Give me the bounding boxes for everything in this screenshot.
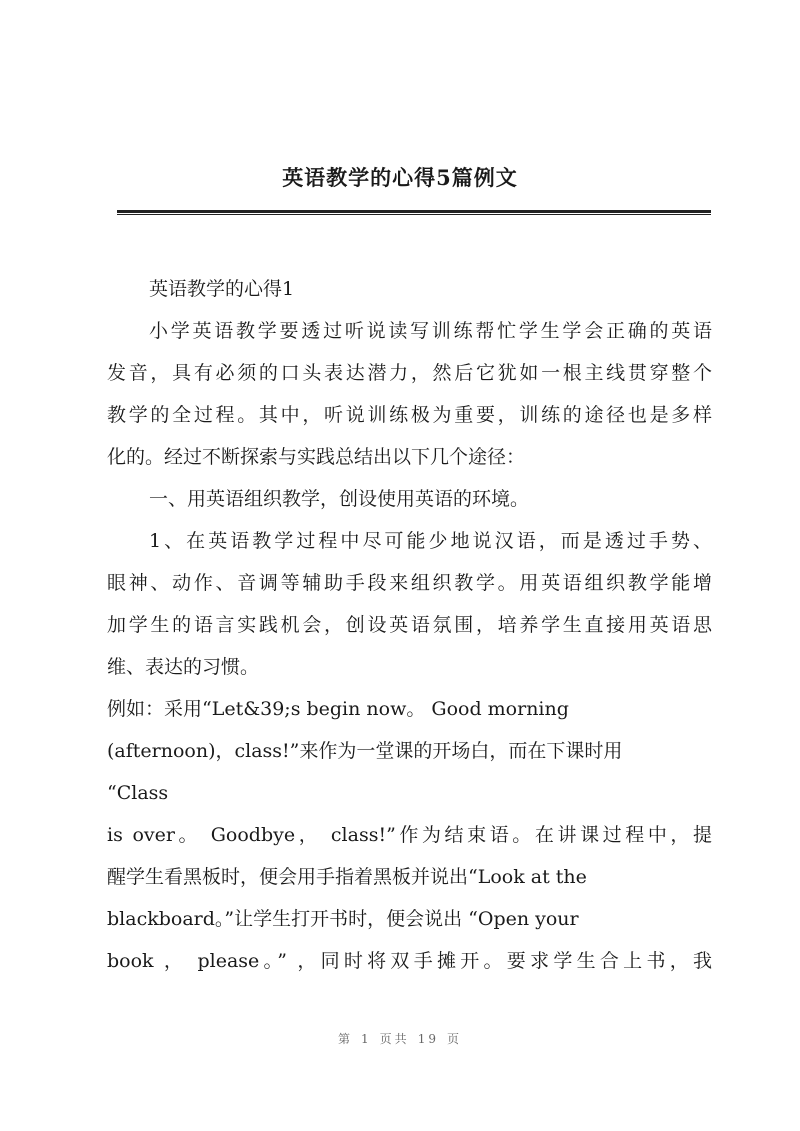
footer-middle: 页共 xyxy=(379,1032,410,1046)
paragraph-line: “Class xyxy=(107,782,169,804)
paragraph-line: 1、在英语教学过程中尽可能少地说汉语，而是透过手势、 xyxy=(149,530,712,552)
page-footer xyxy=(0,1030,800,1047)
paragraph-line: 加学生的语言实践机会，创设英语氛围，培养学生直接用英语思 xyxy=(107,614,712,636)
paragraph-line: 化的。经过不断探索与实践总结出以下几个途径： xyxy=(107,446,526,468)
title-rule-thick xyxy=(117,210,711,213)
paragraph-line: 醒学生看黑板时，便会用手指着黑板并说出“Look at the xyxy=(107,866,587,888)
paragraph-line: 教学的全过程。其中，听说训练极为重要，训练的途径也是多样 xyxy=(107,404,712,426)
document-body xyxy=(107,268,712,982)
paragraph-line: 例如：采用“Let&39;s begin now。 Good morning xyxy=(107,698,569,720)
paragraph-line: is over。 Goodbye， class!”作为结束语。在讲课过程中，提 xyxy=(107,824,712,846)
section-heading: 英语教学的心得1 xyxy=(149,278,295,300)
footer-total-pages: 19 xyxy=(417,1032,439,1046)
paragraph-line: 维、表达的习惯。 xyxy=(107,656,260,678)
paragraph-line: 发音，具有必须的口头表达潜力，然后它犹如一根主线贯穿整个 xyxy=(107,362,712,384)
paragraph-line: (afternoon)，class!”来作为一堂课的开场白，而在下课时用 xyxy=(107,740,623,762)
footer-suffix: 页 xyxy=(446,1032,462,1046)
paragraph-line: 一、用英语组织教学，创设使用英语的环境。 xyxy=(149,488,530,510)
paragraph-line: 小学英语教学要透过听说读写训练帮忙学生学会正确的英语 xyxy=(149,320,712,342)
footer-prefix: 第 xyxy=(338,1032,354,1046)
document-title: 英语教学的心得5篇例文 xyxy=(282,165,518,190)
paragraph-line: 眼神、动作、音调等辅助手段来组织教学。用英语组织教学能增 xyxy=(107,572,712,594)
title-rule-thin xyxy=(117,214,711,215)
paragraph-line: book ， please。” ，同时将双手摊开。要求学生合上书，我 xyxy=(107,950,712,972)
paragraph-line: blackboard。”让学生打开书时，便会说出 “Open your xyxy=(107,908,579,930)
footer-page-number: 1 xyxy=(361,1032,372,1046)
